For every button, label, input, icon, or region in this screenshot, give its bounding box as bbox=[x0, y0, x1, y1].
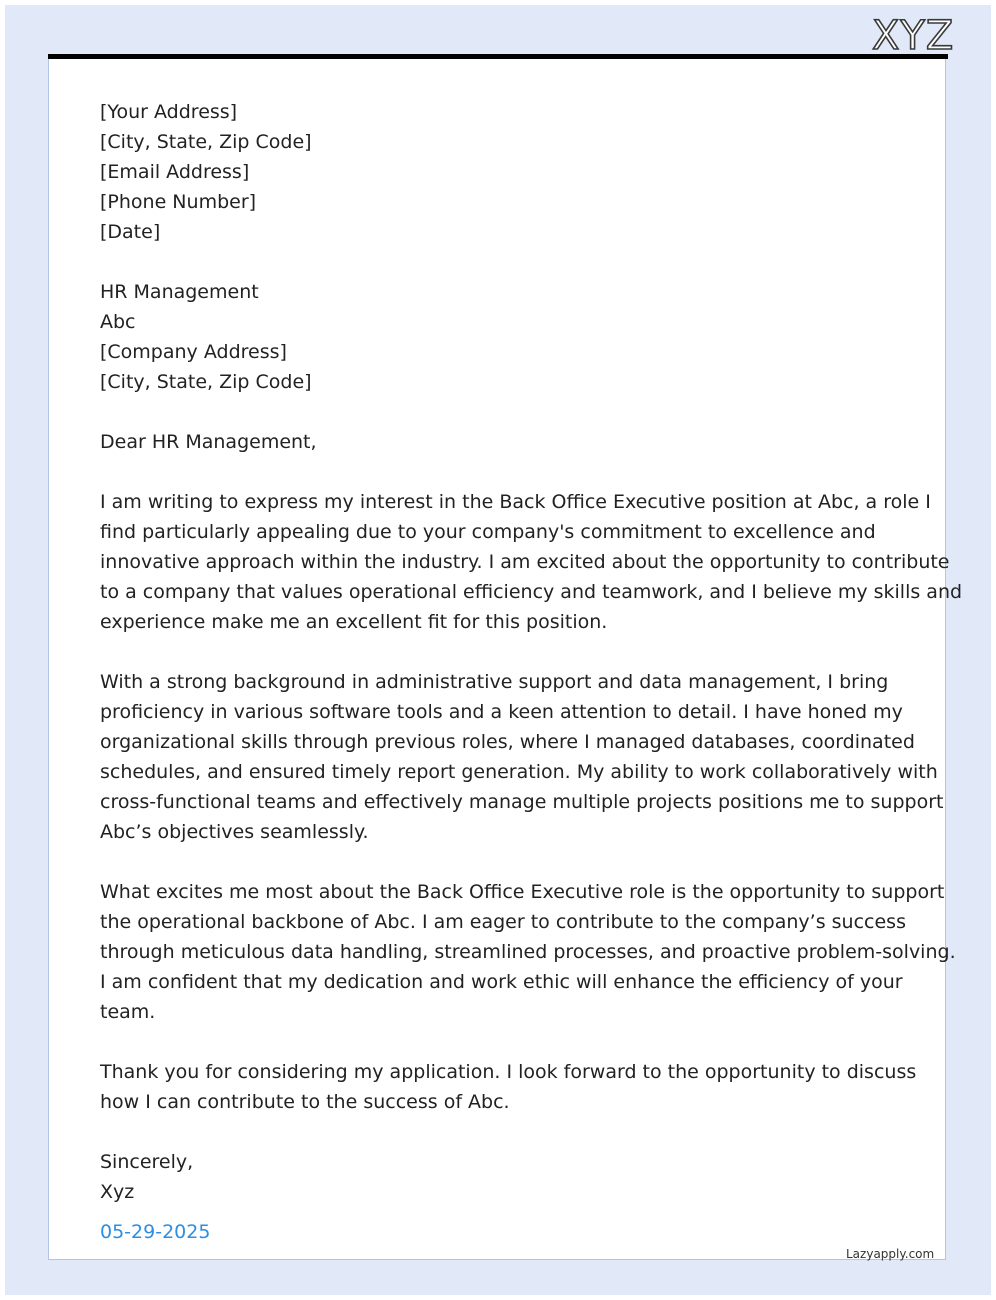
paragraph-line: Abc’s objectives seamlessly. bbox=[100, 821, 369, 843]
salutation: Dear HR Management, bbox=[100, 431, 317, 453]
paragraph-line: how I can contribute to the success of Abc. bbox=[100, 1091, 510, 1113]
paragraph-line: organizational skills through previous roles, where I managed databases, coordinated bbox=[100, 731, 915, 753]
paragraph-line: through meticulous data handling, streamlined processes, and proactive problem-solving. bbox=[100, 941, 956, 963]
paragraph-line: team. bbox=[100, 1001, 156, 1023]
spacer bbox=[100, 1027, 900, 1057]
paragraph-line: I am confident that my dedication and work ethic will enhance the efficiency of your bbox=[100, 971, 903, 993]
recipient-company: Abc bbox=[100, 311, 136, 333]
sender-email: [Email Address] bbox=[100, 161, 250, 183]
body-paragraph-3 bbox=[100, 877, 956, 1027]
sender-date: [Date] bbox=[100, 221, 161, 243]
closing: Sincerely, bbox=[100, 1151, 194, 1173]
paragraph-line: experience make me an excellent fit for this position. bbox=[100, 611, 608, 633]
paragraph-line: to a company that values operational efficiency and teamwork, and I believe my skills and bbox=[100, 581, 963, 603]
spacer bbox=[100, 637, 900, 667]
paragraph-line: proficiency in various software tools and a keen attention to detail. I have honed my bbox=[100, 701, 903, 723]
paragraph-line: schedules, and ensured timely report generation. My ability to work collaboratively with bbox=[100, 761, 938, 783]
paragraph-line: What excites me most about the Back Office Executive role is the opportunity to support bbox=[100, 881, 945, 903]
body-paragraph-1 bbox=[100, 487, 963, 637]
header-rule bbox=[48, 54, 948, 59]
date-stamp: 05-29-2025 bbox=[100, 1221, 211, 1243]
spacer bbox=[100, 247, 900, 277]
spacer bbox=[100, 457, 900, 487]
spacer bbox=[100, 397, 900, 427]
sender-city-state-zip: [City, State, Zip Code] bbox=[100, 131, 312, 153]
body-paragraph-2 bbox=[100, 667, 944, 847]
spacer bbox=[100, 1117, 900, 1147]
paragraph-line: With a strong background in administrative support and data management, I bring bbox=[100, 671, 889, 693]
paragraph-line: I am writing to express my interest in the Back Office Executive position at Abc, a role I bbox=[100, 491, 931, 513]
body-paragraph-4 bbox=[100, 1057, 917, 1117]
paragraph-line: find particularly appealing due to your company's commitment to excellence and bbox=[100, 521, 876, 543]
spacer bbox=[100, 847, 900, 877]
recipient-city-state-zip: [City, State, Zip Code] bbox=[100, 371, 312, 393]
recipient-company-address: [Company Address] bbox=[100, 341, 287, 363]
sender-block bbox=[100, 97, 900, 247]
letter-body bbox=[100, 97, 963, 1207]
paragraph-line: the operational backbone of Abc. I am eager to contribute to the company’s success bbox=[100, 911, 906, 933]
company-logo: XYZ bbox=[872, 13, 955, 59]
recipient-name: HR Management bbox=[100, 281, 259, 303]
paragraph-line: innovative approach within the industry. I am excited about the opportunity to contribute bbox=[100, 551, 950, 573]
paragraph-line: cross-functional teams and effectively manage multiple projects positions me to support bbox=[100, 791, 944, 813]
watermark-text: Lazyapply.com bbox=[846, 1247, 935, 1261]
sender-address: [Your Address] bbox=[100, 101, 238, 123]
recipient-block bbox=[100, 277, 900, 397]
signature-name: Xyz bbox=[100, 1181, 135, 1203]
paragraph-line: Thank you for considering my application. I look forward to the opportunity to discuss bbox=[100, 1061, 917, 1083]
sender-phone: [Phone Number] bbox=[100, 191, 257, 213]
